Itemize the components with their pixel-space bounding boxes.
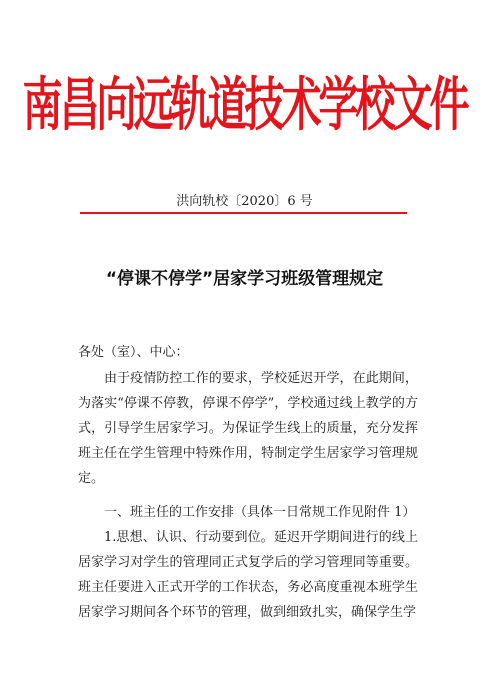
intro-paragraph: 由于疫情防控工作的要求，学校延迟开学，在此期间，为落实“停课不停教，停课不停学”，学校通过线上教学的方式，引导学生居家学习。为保证学生线上的质量，充分发挥班主任在学生管理中特殊作用，特制定学生居家学习管理规定。: [78, 371, 418, 486]
salutation: 各处（室）、中心：: [78, 345, 189, 360]
document-title: “停课不停学”居家学习班级管理规定: [105, 269, 384, 289]
issuer-header: 南昌向远轨道技术学校文件: [22, 72, 467, 139]
section-1-item-1: 1.思想、认识、行动要到位。延迟开学期间进行的线上居家学习对学生的管理同正式复学后的学习管理同等重要。班主任要进入正式开学的工作状态，务必高度重视本班学生居家学习期间各个环节的管理，做到细致扎实，确保学生学: [78, 530, 418, 620]
section-heading-1: 一、班主任的工作安排（具体一日常规工作见附件 1）: [104, 505, 416, 520]
document-number: 洪向轨校〔2020〕6 号: [176, 194, 313, 209]
red-divider-line: [80, 212, 407, 214]
